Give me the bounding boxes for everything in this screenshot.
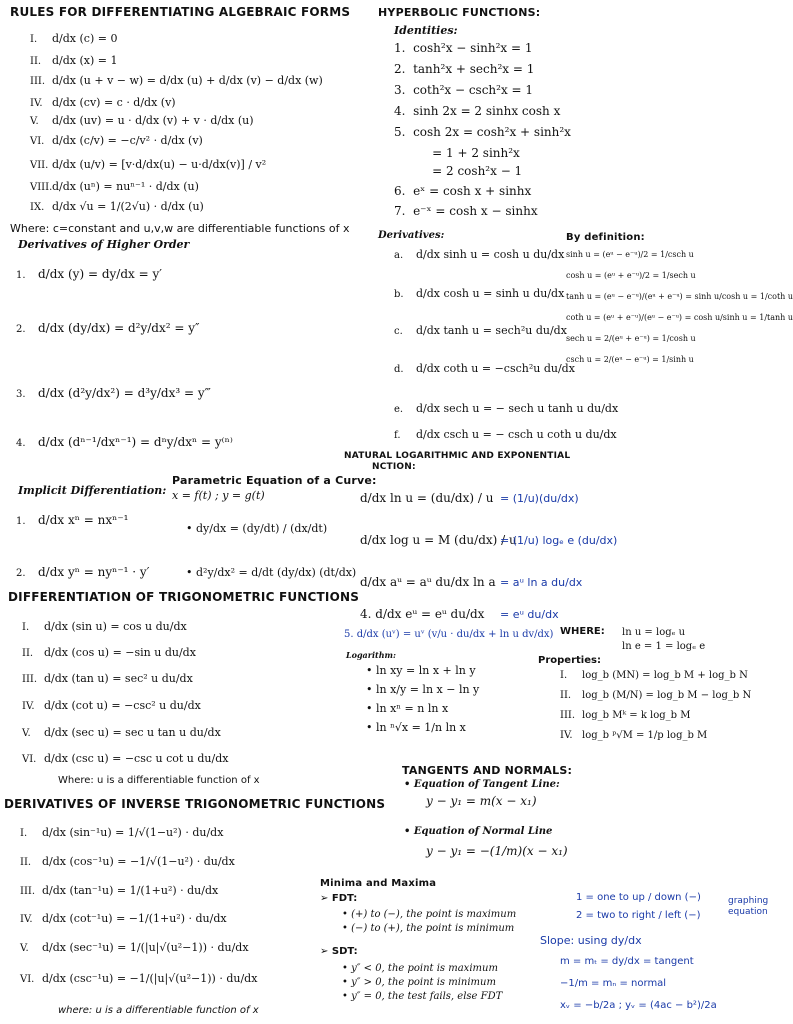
parametric-equation: x = f(t) ; y = g(t): [172, 489, 265, 502]
inverse-trig-rule-formula: d/dx (cos⁻¹u) = −1/√(1−u²) · du/dx: [42, 855, 235, 868]
natlog-rule: d/dx log u = M (du/dx) / u: [360, 533, 517, 547]
hyperbolic-derivative-formula: d/dx coth u = −csch²u du/dx: [416, 362, 575, 375]
property-row: [560, 689, 751, 702]
natlog-hand-note: = (1/u) logₑ e (du/dx): [500, 534, 618, 547]
inverse-trig-rule-number: IV.: [20, 914, 33, 925]
trig-rule-formula: d/dx (tan u) = sec² u du/dx: [44, 672, 193, 685]
algebraic-rule-number: I.: [30, 34, 38, 45]
fdt-text: FDT:: [331, 893, 358, 904]
higher-rule-formula: d/dx (d²y/dx²) = d³y/dx³ = y‴: [38, 386, 211, 400]
trig-rule-number: I.: [22, 622, 30, 633]
property-row: [560, 729, 707, 742]
logarithm-rule: • ln x/y = ln x − ln y: [366, 683, 479, 696]
algebraic-rule-number: II.: [30, 56, 42, 67]
algebraic-rule-formula: d/dx (c/v) = −c/v² · d/dx (v): [52, 134, 203, 147]
definition-row: sinh u = (eᵘ − e⁻ᵘ)/2 = 1/csch u: [566, 250, 694, 259]
hyperbolic-derivative-number: e.: [394, 404, 404, 415]
higher-rule-row: [16, 436, 233, 450]
inverse-trig-rule-row: [20, 912, 227, 926]
algebraic-rule-formula: d/dx (uv) = u · d/dx (v) + v · d/dx (u): [52, 114, 254, 127]
property-row: [560, 709, 691, 722]
hyperbolic-derivative-row: [394, 402, 618, 416]
inverse-trig-rule-number: I.: [20, 828, 28, 839]
hand-note-2: 2 = two to right / left (−): [576, 910, 701, 921]
identity-row: 2. tanh²x + sech²x = 1: [394, 62, 535, 76]
inverse-trig-rule-row: [20, 884, 218, 898]
algebraic-title: RULES FOR DIFFERENTIATING ALGEBRAIC FORMS: [10, 5, 351, 19]
algebraic-rule-formula: d/dx (uⁿ) = nuⁿ⁻¹ · d/dx (u): [52, 180, 199, 193]
tangent-line-equation: y − y₁ = m(x − x₁): [426, 794, 537, 808]
algebraic-rule-row: [30, 32, 117, 46]
higher-rule-row: [16, 322, 200, 336]
property-row: [560, 669, 748, 682]
implicit-rule-number: 1.: [16, 516, 26, 527]
implicit-rule-row: [16, 514, 128, 528]
hyperbolic-derivative-formula: d/dx csch u = − csch u coth u du/dx: [416, 428, 617, 441]
natlog-hand-note: = eᵘ du/dx: [500, 608, 559, 621]
hyperbolic-derivative-row: [394, 428, 617, 442]
property-number: II.: [560, 690, 572, 701]
identities-title: Identities:: [394, 24, 458, 37]
algebraic-rule-formula: d/dx (x) = 1: [52, 54, 118, 67]
identity-row: 1. cosh²x − sinh²x = 1: [394, 41, 533, 55]
hand-note-normal: −1/m = mₙ = normal: [560, 978, 667, 989]
hand-note-brace: graphing equation: [728, 896, 769, 917]
normal-line-equation: y − y₁ = −(1/m)(x − x₁): [426, 844, 568, 858]
hand-note-1: 1 = one to up / down (−): [576, 892, 701, 903]
inverse-trig-rule-number: V.: [20, 943, 29, 954]
trig-rule-number: II.: [22, 648, 34, 659]
hyperbolic-derivative-number: a.: [394, 250, 404, 261]
fdt-item: • (+) to (−), the point is maximum: [342, 908, 516, 921]
property-number: IV.: [560, 730, 573, 741]
hyperbolic-derivative-formula: d/dx tanh u = sech²u du/dx: [416, 324, 567, 337]
identity-row: 5. cosh 2x = cosh²x + sinh²x: [394, 125, 571, 139]
inverse-trig-rule-formula: d/dx (sec⁻¹u) = 1/(|u|√(u²−1)) · du/dx: [42, 941, 249, 954]
hyperbolic-derivative-row: [394, 287, 564, 301]
higher-rule-formula: d/dx (y) = dy/dx = y′: [38, 267, 162, 281]
property-number: I.: [560, 670, 568, 681]
log-where-2: ln e = 1 = logₑ e: [622, 641, 706, 652]
log-where-1: ln u = logₑ u: [622, 627, 686, 638]
hand-note-slope: Slope: using dy/dx: [540, 934, 642, 947]
natlog-hand-note: = (1/u)(du/dx): [500, 492, 579, 505]
algebraic-rule-number: III.: [30, 76, 46, 87]
higher-rule-number: 3.: [16, 389, 26, 400]
algebraic-rule-formula: d/dx (u + v − w) = d/dx (u) + d/dx (v) − d/dx (w): [52, 74, 323, 87]
sdt-text: SDT:: [331, 946, 358, 957]
parametric-title: Parametric Equation of a Curve:: [172, 474, 377, 487]
higher-rule-number: 1.: [16, 270, 26, 281]
natlog-hand-note: = aᵘ ln a du/dx: [500, 576, 583, 589]
hyperbolic-derivative-row: [394, 362, 575, 376]
natlog-title: NATURAL LOGARITHMIC AND EXPONENTIAL: [344, 451, 571, 461]
identity-row: = 2 cosh²x − 1: [394, 164, 523, 178]
algebraic-rule-formula: d/dx √u = 1/(2√u) · d/dx (u): [52, 200, 204, 213]
trig-rule-number: VI.: [22, 754, 37, 765]
property-number: III.: [560, 710, 576, 721]
trig-rule-row: [22, 672, 193, 686]
natlog-rule-5: 5. d/dx (uᵛ) = uᵛ (v/u · du/dx + ln u dv/dx): [344, 629, 554, 640]
logarithm-rule: • ln xⁿ = n ln x: [366, 702, 448, 715]
trig-rule-formula: d/dx (sin u) = cos u du/dx: [44, 620, 187, 633]
natlog-title-2: NCTION:: [372, 462, 416, 472]
algebraic-rule-row: [30, 200, 204, 214]
logarithm-rule: • ln xy = ln x + ln y: [366, 664, 476, 677]
identity-row: 6. eˣ = cosh x + sinhx: [394, 184, 532, 198]
identity-row: 7. e⁻ˣ = cosh x − sinhx: [394, 204, 538, 218]
implicit-rule-number: 2.: [16, 568, 26, 579]
definition-row: csch u = 2/(eᵘ − e⁻ᵘ) = 1/sinh u: [566, 355, 694, 364]
identity-row: = 1 + 2 sinh²x: [394, 146, 520, 160]
algebraic-rule-number: V.: [30, 116, 39, 127]
higher-rule-number: 2.: [16, 324, 26, 335]
property-formula: log_b Mᵏ = k log_b M: [582, 710, 691, 721]
hyperbolic-derivative-number: f.: [394, 430, 401, 441]
inverse-trig-rule-formula: d/dx (tan⁻¹u) = 1/(1+u²) · du/dx: [42, 884, 219, 897]
normal-line-title: • Equation of Normal Line: [404, 826, 552, 837]
property-formula: log_b ᵖ√M = 1/p log_b M: [582, 730, 708, 741]
hyperbolic-derivative-formula: d/dx cosh u = sinh u du/dx: [416, 287, 565, 300]
definition-row: coth u = (eᵘ + e⁻ᵘ)/(eᵘ − e⁻ᵘ) = cosh u/sinh u = 1/tanh u: [566, 313, 793, 322]
algebraic-rule-row: [30, 158, 266, 172]
hyperbolic-derivative-number: b.: [394, 289, 404, 300]
natlog-rule: 4. d/dx eᵘ = eᵘ du/dx: [360, 607, 485, 621]
properties-title: Properties:: [538, 655, 601, 666]
log-where-title: WHERE:: [560, 626, 605, 637]
definition-row: cosh u = (eᵘ + e⁻ᵘ)/2 = 1/sech u: [566, 271, 696, 280]
definition-title: By definition:: [566, 232, 645, 243]
implicit-rule-formula: d/dx xⁿ = nxⁿ⁻¹: [38, 513, 129, 527]
algebraic-rule-number: VIII.: [30, 182, 53, 193]
natlog-rule: d/dx ln u = (du/dx) / u: [360, 491, 494, 505]
inverse-trig-rule-formula: d/dx (cot⁻¹u) = −1/(1+u²) · du/dx: [42, 912, 227, 925]
inverse-trig-rule-row: [20, 941, 249, 955]
hand-note-m: m = mₜ = dy/dx = tangent: [560, 956, 694, 967]
higher-rule-row: [16, 387, 211, 401]
inverse-trig-rule-row: [20, 972, 257, 986]
tangents-title: TANGENTS AND NORMALS:: [402, 764, 573, 777]
definition-row: sech u = 2/(eᵘ + e⁻ᵘ) = 1/cosh u: [566, 334, 696, 343]
hyperbolic-derivative-number: d.: [394, 364, 404, 375]
hand-note-vertex: xᵥ = −b/2a ; yᵥ = (4ac − b²)/2a: [560, 1000, 717, 1011]
inverse-trig-rule-row: [20, 826, 223, 840]
fdt-label: ➢ FDT:: [320, 893, 358, 904]
hyperbolic-derivatives-title: Derivatives:: [378, 230, 445, 241]
algebraic-rule-number: IV.: [30, 98, 43, 109]
tangent-line-title: • Equation of Tangent Line:: [404, 779, 560, 790]
implicit-title: Implicit Differentiation:: [18, 484, 167, 497]
implicit-rule-row: [16, 566, 149, 580]
hyperbolic-title: HYPERBOLIC FUNCTIONS:: [378, 6, 541, 19]
trig-rule-formula: d/dx (csc u) = −csc u cot u du/dx: [44, 752, 229, 765]
algebraic-rule-row: [30, 180, 199, 194]
inverse-trig-title: DERIVATIVES OF INVERSE TRIGONOMETRIC FUNCTIONS: [4, 797, 386, 811]
fdt-item: • (−) to (+), the point is minimum: [342, 922, 514, 935]
identity-row: 3. coth²x − csch²x = 1: [394, 83, 534, 97]
algebraic-where: Where: c=constant and u,v,w are differentiable functions of x: [10, 222, 350, 235]
algebraic-rule-row: [30, 54, 117, 68]
trig-rule-formula: d/dx (cos u) = −sin u du/dx: [44, 646, 196, 659]
trig-rule-formula: d/dx (cot u) = −csc² u du/dx: [44, 699, 201, 712]
inverse-trig-where: where: u is a differentiable function of x: [58, 1005, 259, 1016]
trig-title: DIFFERENTIATION OF TRIGONOMETRIC FUNCTIONS: [8, 590, 360, 604]
definition-row: tanh u = (eᵘ − e⁻ᵘ)/(eᵘ + e⁻ᵘ) = sinh u/cosh u = 1/coth u: [566, 292, 793, 301]
natlog-rule: d/dx aᵘ = aᵘ du/dx ln a: [360, 575, 496, 589]
logarithm-rule: • ln ⁿ√x = 1/n ln x: [366, 721, 466, 734]
algebraic-rule-number: VII.: [30, 160, 49, 171]
sdt-item: • y″ < 0, the point is maximum: [342, 962, 498, 975]
inverse-trig-rule-number: III.: [20, 886, 36, 897]
algebraic-rule-row: [30, 114, 254, 128]
algebraic-rule-number: VI.: [30, 136, 45, 147]
inverse-trig-rule-formula: d/dx (csc⁻¹u) = −1/(|u|√(u²−1)) · du/dx: [42, 972, 258, 985]
algebraic-rule-row: [30, 74, 323, 88]
property-formula: log_b (M/N) = log_b M − log_b N: [582, 690, 752, 701]
identity-row: 4. sinh 2x = 2 sinhx cosh x: [394, 104, 561, 118]
hyperbolic-derivative-formula: d/dx sech u = − sech u tanh u du/dx: [416, 402, 619, 415]
trig-rule-formula: d/dx (sec u) = sec u tan u du/dx: [44, 726, 221, 739]
inverse-trig-rule-number: II.: [20, 857, 32, 868]
trig-rule-row: [22, 646, 196, 660]
higher-rule-row: [16, 268, 162, 282]
trig-rule-number: V.: [22, 728, 31, 739]
higher-order-title: Derivatives of Higher Order: [18, 238, 190, 251]
hyperbolic-derivative-formula: d/dx sinh u = cosh u du/dx: [416, 248, 565, 261]
inverse-trig-rule-number: VI.: [20, 974, 35, 985]
property-formula: log_b (MN) = log_b M + log_b N: [582, 670, 748, 681]
trig-rule-row: [22, 752, 228, 766]
inverse-trig-rule-row: [20, 855, 235, 869]
algebraic-rule-number: IX.: [30, 202, 45, 213]
logarithm-title: Logarithm:: [346, 650, 396, 660]
trig-rule-row: [22, 699, 201, 713]
minmax-title: Minima and Maxima: [320, 878, 437, 889]
implicit-rule-formula: d/dx yⁿ = nyⁿ⁻¹ · y′: [38, 565, 150, 579]
parametric-second-derivative: • d²y/dx² = d/dt (dy/dx) (dt/dx): [186, 566, 356, 579]
algebraic-rule-formula: d/dx (u/v) = [v·d/dx(u) − u·d/dx(v)] / v²: [52, 158, 267, 171]
trig-rule-row: [22, 620, 187, 634]
sdt-item: • y″ > 0, the point is minimum: [342, 976, 496, 989]
trig-rule-number: III.: [22, 674, 38, 685]
algebraic-rule-formula: d/dx (cv) = c · d/dx (v): [52, 96, 176, 109]
trig-where: Where: u is a differentiable function of x: [58, 775, 260, 786]
higher-rule-number: 4.: [16, 438, 26, 449]
sdt-label: ➢ SDT:: [320, 946, 358, 957]
hyperbolic-derivative-row: [394, 324, 567, 338]
higher-rule-formula: d/dx (dⁿ⁻¹/dxⁿ⁻¹) = dⁿy/dxⁿ = y⁽ⁿ⁾: [38, 435, 233, 449]
hyperbolic-derivative-row: [394, 248, 564, 262]
algebraic-rule-row: [30, 96, 176, 110]
algebraic-rule-formula: d/dx (c) = 0: [52, 32, 118, 45]
algebraic-rule-row: [30, 134, 203, 148]
parametric-first-derivative: • dy/dx = (dy/dt) / (dx/dt): [186, 522, 327, 535]
sdt-item: • y″ = 0, the test fails, else FDT: [342, 990, 502, 1003]
trig-rule-row: [22, 726, 221, 740]
hyperbolic-derivative-number: c.: [394, 326, 403, 337]
higher-rule-formula: d/dx (dy/dx) = d²y/dx² = y″: [38, 321, 200, 335]
inverse-trig-rule-formula: d/dx (sin⁻¹u) = 1/√(1−u²) · du/dx: [42, 826, 224, 839]
trig-rule-number: IV.: [22, 701, 35, 712]
